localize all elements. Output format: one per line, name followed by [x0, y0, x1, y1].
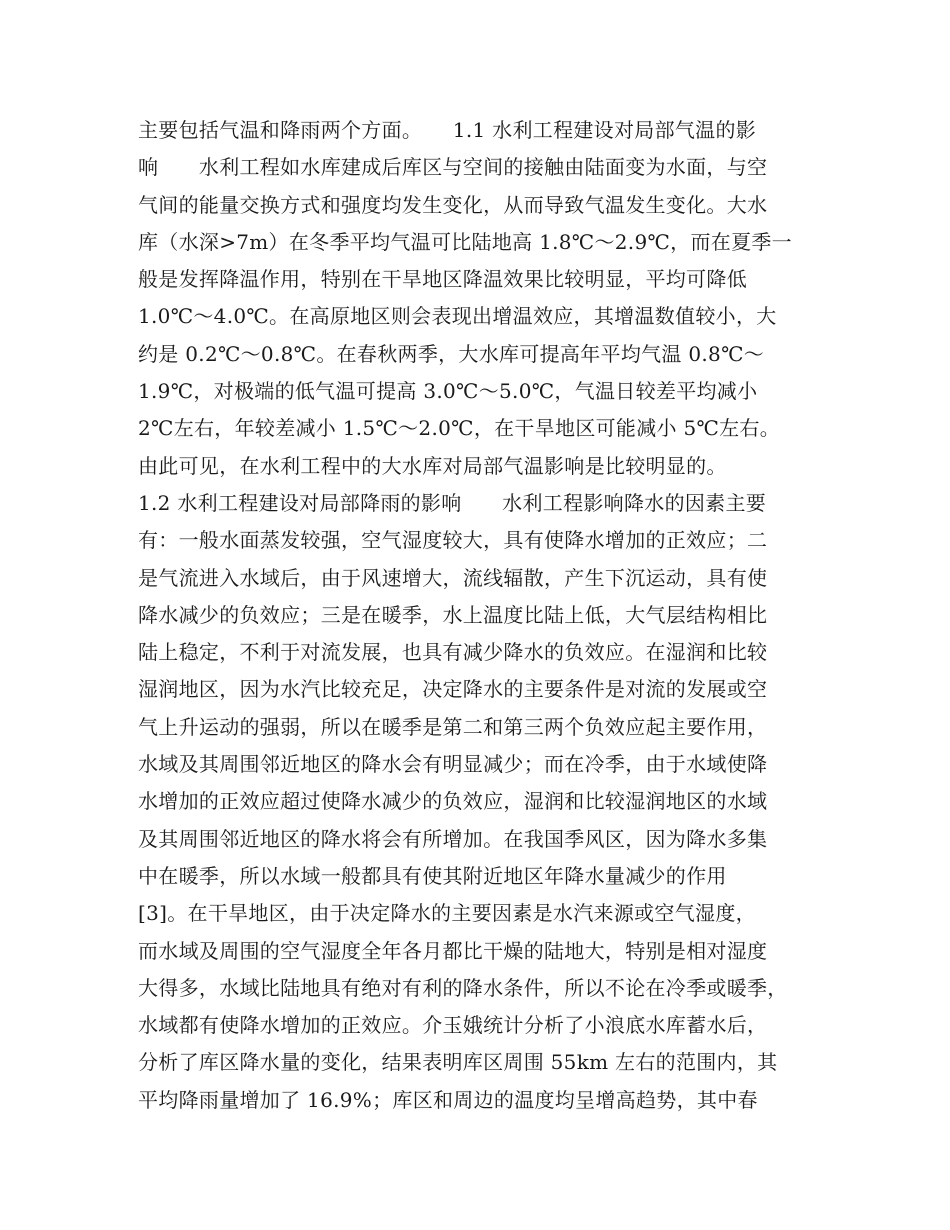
- text-line: 平均降雨量增加了 16.9%；库区和周边的温度均呈增高趋势，其中春: [138, 1087, 758, 1112]
- text-line: 陆上稳定，不利于对流发展，也具有减少降水的负效应。在湿润和比较: [138, 640, 768, 665]
- text-line: 中在暖季，所以水域一般都具有使其附近地区年降水量减少的作用: [138, 863, 727, 888]
- text-line: 水域都有使降水增加的正效应。介玉娥统计分析了小浪底水库蓄水后，: [138, 1013, 768, 1038]
- text-line: 气间的能量交换方式和强度均发生变化，从而导致气温发生变化。大水: [138, 192, 768, 217]
- text-line: 1.0℃～4.0℃。在高原地区则会表现出增温效应，其增温数值较小，大: [138, 304, 777, 329]
- body-text: [138, 112, 828, 1119]
- text-line: 1.2 水利工程建设对局部降雨的影响 水利工程影响降水的因素主要: [138, 490, 767, 515]
- text-line: [3]。在干旱地区，由于决定降水的主要因素是水汽来源或空气湿度，: [138, 901, 756, 926]
- text-line: 是气流进入水域后，由于风速增大，流线辐散，产生下沉运动，具有使: [138, 565, 768, 590]
- text-line: 湿润地区，因为水汽比较充足，决定降水的主要条件是对流的发展或空: [138, 677, 768, 702]
- text-line: 1.9℃，对极端的低气温可提高 3.0℃～5.0℃，气温日较差平均减小: [138, 379, 758, 404]
- text-line: 及其周围邻近地区的降水将会有所增加。在我国季风区，因为降水多集: [138, 826, 768, 851]
- text-line: 大得多，水域比陆地具有绝对有利的降水条件，所以不论在冷季或暖季，: [138, 975, 788, 1000]
- text-line: 2℃左右，年较差减小 1.5℃～2.0℃，在干旱地区可能减小 5℃左右。: [138, 416, 781, 441]
- text-line: 分析了库区降水量的变化，结果表明库区周围 55km 左右的范围内，其: [138, 1050, 778, 1075]
- text-line: 由此可见，在水利工程中的大水库对局部气温影响是比较明显的。: [138, 453, 727, 478]
- text-line: 水域及其周围邻近地区的降水会有明显减少；而在冷季，由于水域使降: [138, 752, 768, 777]
- text-line: 有：一般水面蒸发较强，空气湿度较大，具有使降水增加的正效应；二: [138, 528, 768, 553]
- text-line: 气上升运动的强弱，所以在暖季是第二和第三两个负效应起主要作用，: [138, 714, 768, 739]
- text-line: 约是 0.2℃～0.8℃。在春秋两季，大水库可提高年平均气温 0.8℃～: [138, 341, 765, 366]
- text-line: 水增加的正效应超过使降水减少的负效应，湿润和比较湿润地区的水域: [138, 789, 768, 814]
- text-line: 而水域及周围的空气湿度全年各月都比干燥的陆地大，特别是相对湿度: [138, 938, 768, 963]
- text-line: 主要包括气温和降雨两个方面。 1.1 水利工程建设对局部气温的影: [138, 118, 757, 142]
- text-line: 般是发挥降温作用，特别在干旱地区降温效果比较明显，平均可降低: [138, 267, 747, 292]
- text-line: 降水减少的负效应；三是在暖季，水上温度比陆上低，大气层结构相比: [138, 602, 768, 627]
- text-line: 库（水深>7m）在冬季平均气温可比陆地高 1.8℃～2.9℃，而在夏季一: [138, 229, 792, 254]
- text-line: 响 水利工程如水库建成后库区与空间的接触由陆面变为水面，与空: [138, 155, 768, 180]
